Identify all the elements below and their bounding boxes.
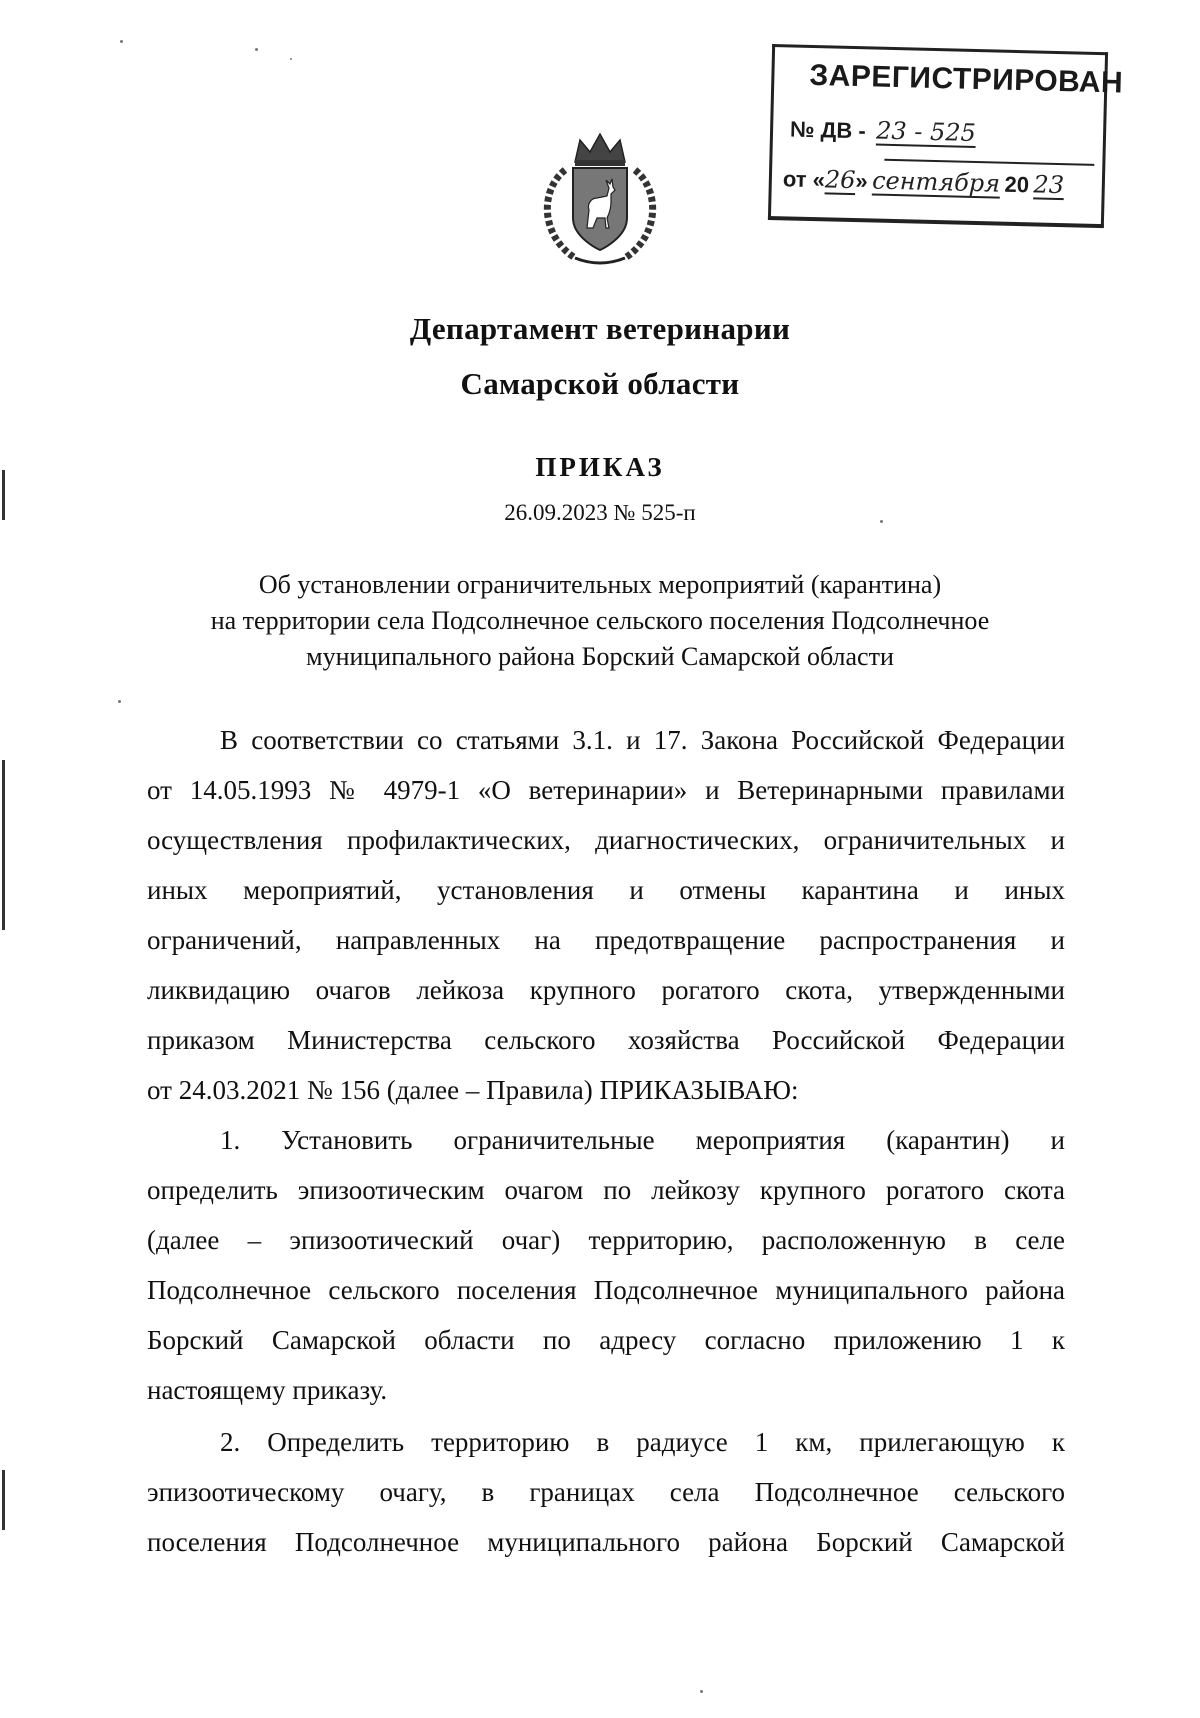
stamp-date-year-prefix: 20: [1004, 171, 1030, 198]
stamp-date-mid: »: [855, 168, 868, 194]
scan-speck: [255, 48, 258, 51]
document-title-line: Об установлении ограничительных мероприятий (карантина): [258, 570, 942, 599]
body-text-line: осуществления профилактических, диагностических, ограничительных и: [147, 825, 1065, 855]
body-text-line: приказом Министерства сельского хозяйства Российской Федерации: [147, 1025, 1065, 1055]
registration-stamp: [768, 44, 1124, 227]
scan-margin-mark: [2, 760, 5, 930]
scan-margin-mark: [2, 1470, 5, 1530]
stamp-date-month: сентября: [871, 166, 1001, 198]
item-2-line: 2. Определить территорию в радиусе 1 км, прилегающую к: [220, 1427, 1065, 1457]
department-name-line1: Департамент ветеринарии: [409, 311, 791, 346]
item-2-line: поселения Подсолнечное муниципального района Борский Самарской: [147, 1527, 1065, 1557]
scan-speck: [290, 58, 292, 60]
body-text-line: от 24.03.2021 № 156 (далее – Правила) ПРИКАЗЫВАЮ:: [147, 1075, 799, 1105]
body-text-line: ликвидацию очагов лейкоза крупного рогатого скота, утвержденными: [147, 975, 1065, 1005]
document-type: ПРИКАЗ: [535, 452, 665, 482]
stamp-date-prefix: от «: [782, 166, 826, 193]
stamp-date-year: 23: [1033, 170, 1065, 200]
document-title-line: муниципального района Борский Самарской области: [306, 642, 894, 671]
item-1-line: Борский Самарской области по адресу согласно приложению 1 к: [147, 1325, 1065, 1355]
scan-speck: [120, 40, 123, 43]
stamp-title: ЗАРЕГИСТРИРОВАН: [809, 58, 1124, 100]
item-1-line: (далее – эпизоотический очаг) территорию, расположенную в селе: [147, 1225, 1065, 1255]
item-1-line: настоящему приказу.: [147, 1375, 388, 1405]
stamp-number-line: [789, 114, 1090, 165]
body-text-line: В соответствии со статьями 3.1. и 17. Закона Российской Федерации: [220, 725, 1065, 755]
item-1-line: 1. Установить ограничительные мероприятия (карантин) и: [220, 1125, 1065, 1155]
scan-speck: [118, 700, 121, 703]
document-title-line: на территории села Подсолнечное сельского поселения Подсолнечное: [210, 606, 990, 635]
stamp-number-label: № ДВ -: [789, 116, 867, 144]
samara-coat-of-arms-icon: [535, 130, 665, 270]
body-text-line: от 14.05.1993 № 4979-1 «О ветеринарии» и Ветеринарными правилами: [147, 775, 1065, 805]
item-2-line: эпизоотическому очагу, в границах села Подсолнечное сельского: [147, 1477, 1065, 1507]
stamp-date-line: [782, 164, 1093, 216]
department-name-line2: Самарской области: [460, 366, 740, 401]
item-1-line: Подсолнечное сельского поселения Подсолнечное муниципального района: [147, 1275, 1065, 1305]
stamp-number-value: 23 - 525: [875, 116, 977, 147]
body-text-line: ограничений, направленных на предотвращение распространения и: [147, 925, 1065, 955]
body-text-line: иных мероприятий, установления и отмены карантина и иных: [147, 875, 1065, 905]
stamp-date-day: 26: [824, 165, 856, 195]
item-1-line: определить эпизоотическим очагом по лейкозу крупного рогатого скота: [147, 1175, 1065, 1205]
scan-speck: [700, 1690, 703, 1693]
document-date-number: 26.09.2023 № 525-п: [504, 500, 696, 525]
